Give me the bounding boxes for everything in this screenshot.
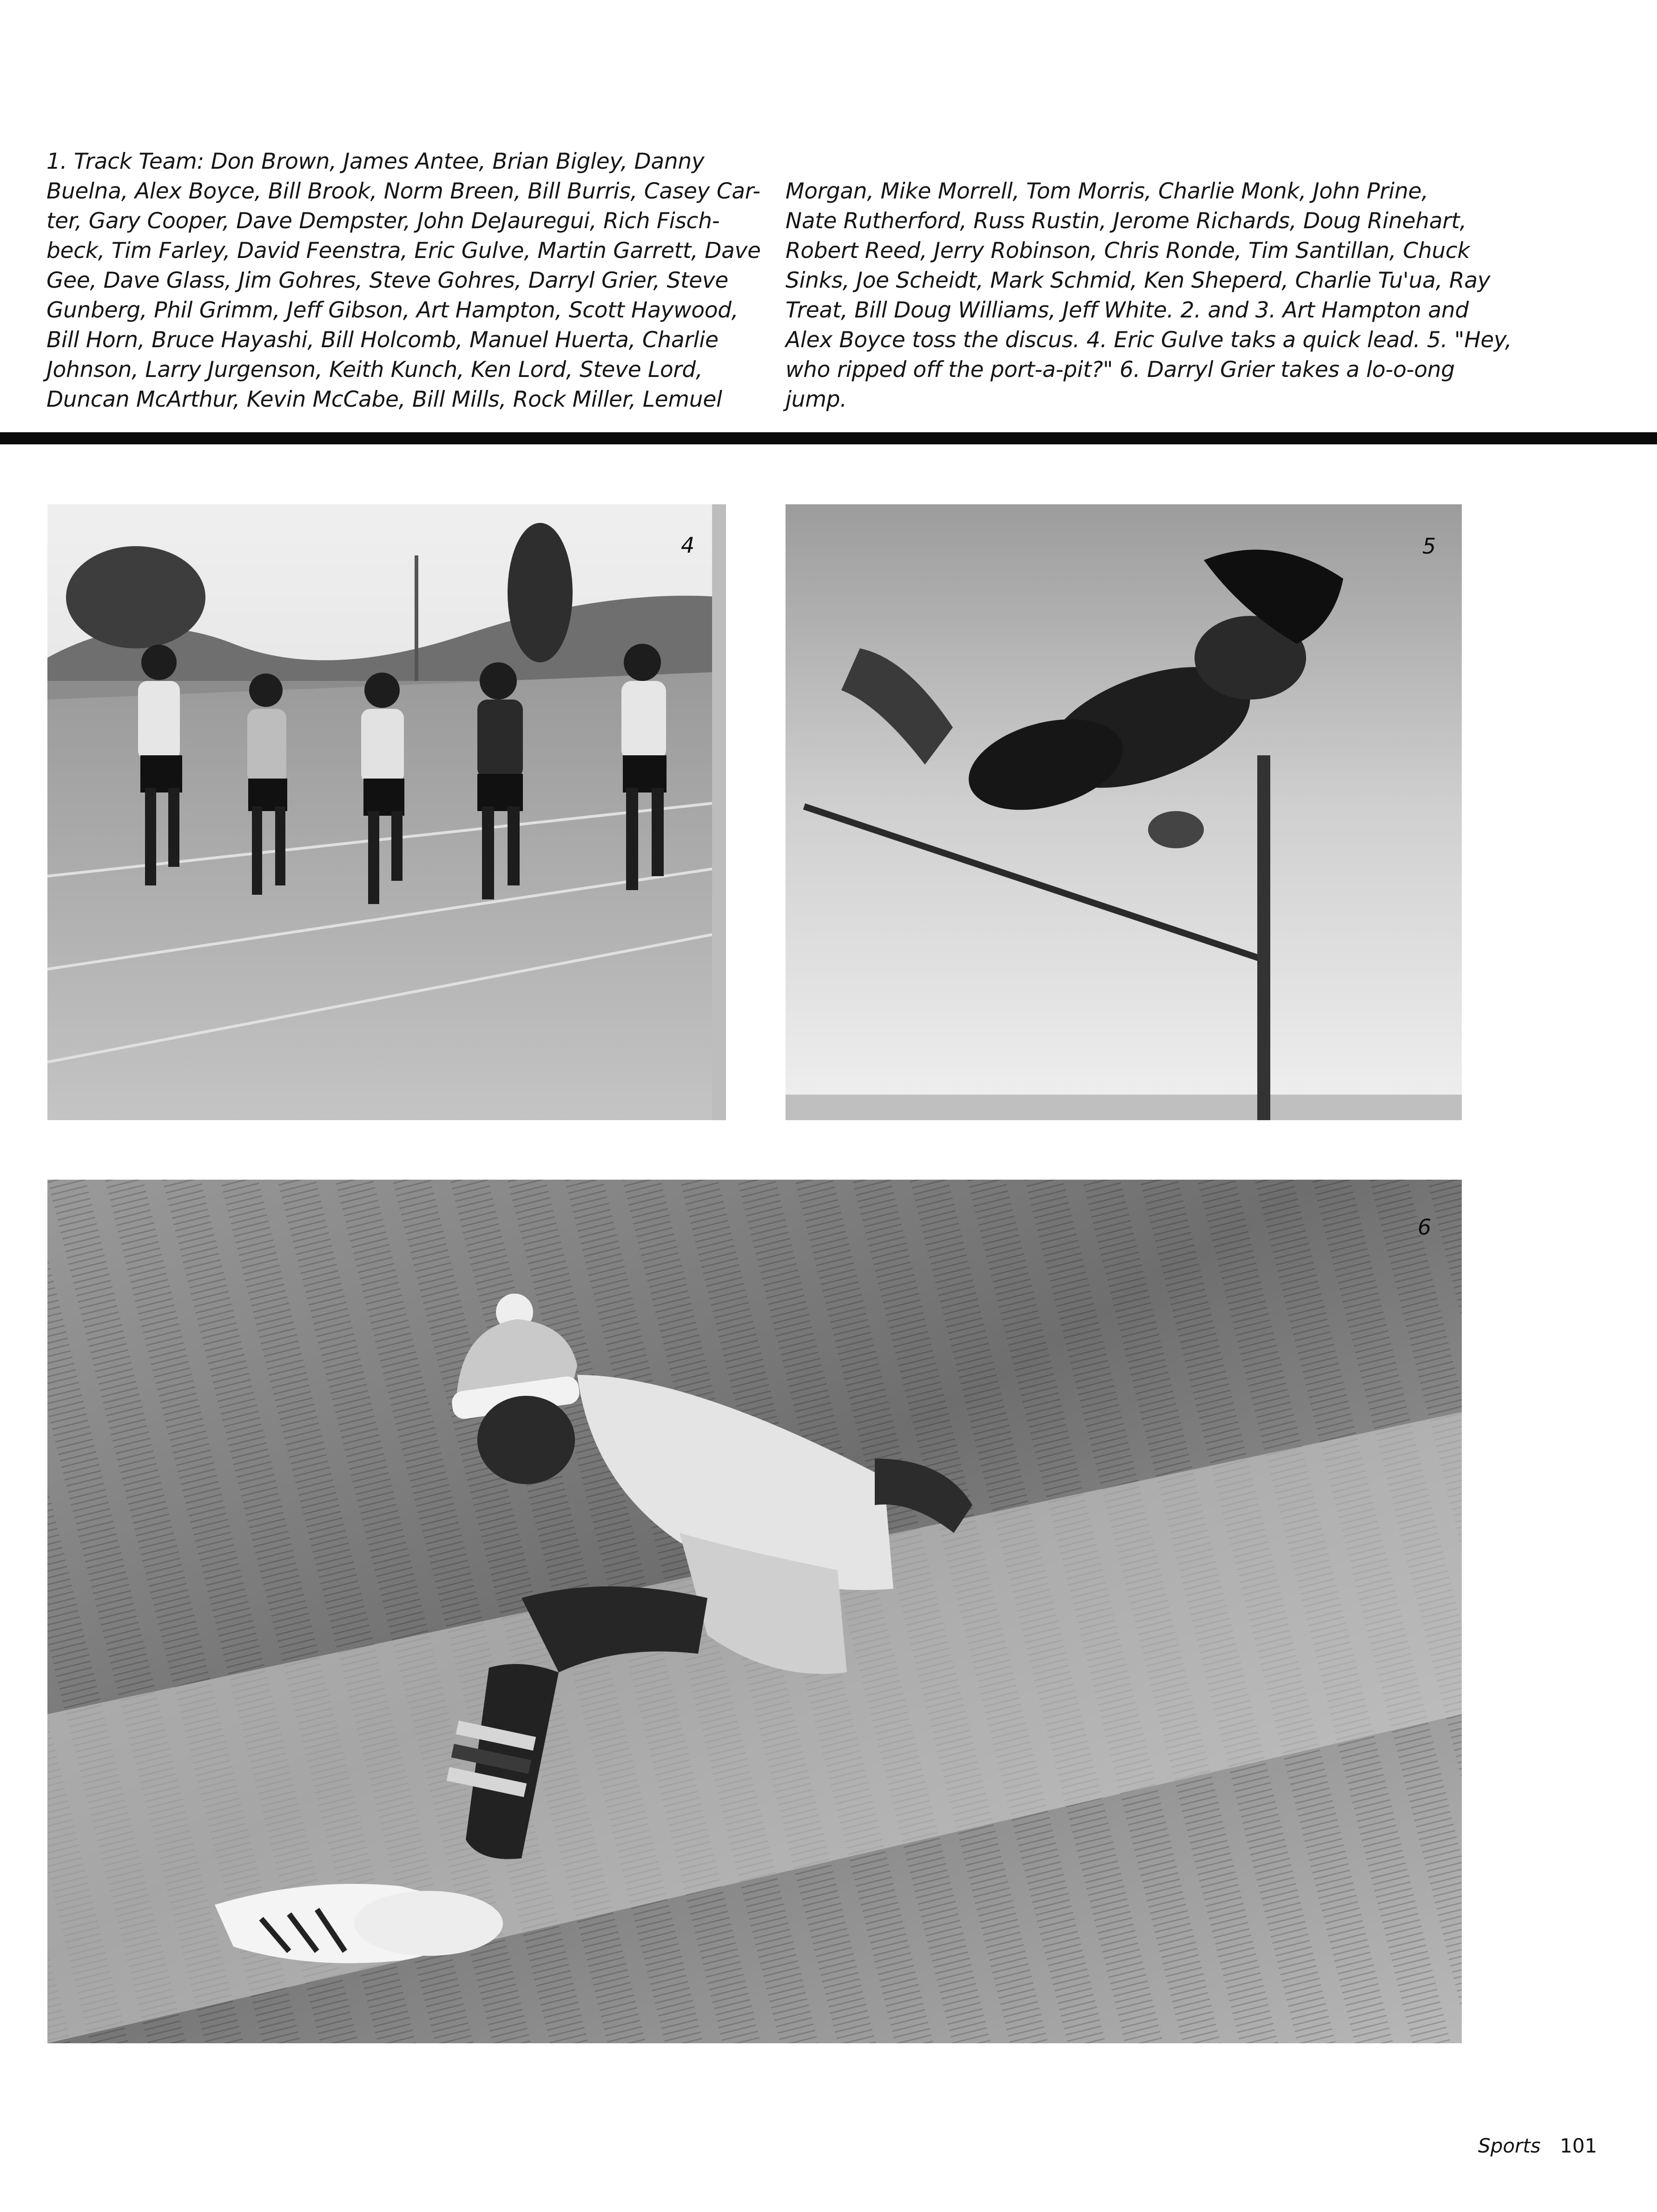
caption-left-column [46, 147, 761, 415]
photo-long-jump [47, 1180, 1462, 2043]
caption-line: Buelna, Alex Boyce, Bill Brook, Norm Breen, Bill Burris, Casey Car- [46, 178, 760, 204]
caption-line: Treat, Bill Doug Williams, Jeff White. 2. and 3. Art Hampton and [786, 297, 1469, 323]
page-number: 101 [1560, 2134, 1598, 2157]
caption-right-column [786, 177, 1512, 415]
caption-line: Gee, Dave Glass, Jim Gohres, Steve Gohres, Darryl Grier, Steve [46, 268, 728, 293]
runners-photo-illustration [47, 504, 726, 1120]
caption-line: 1. Track Team: Don Brown, James Antee, Brian Bigley, Danny [46, 149, 705, 174]
horizontal-rule [0, 432, 1657, 444]
caption-line: Robert Reed, Jerry Robinson, Chris Ronde, Tim Santillan, Chuck [786, 238, 1470, 264]
caption-line: beck, Tim Farley, David Feenstra, Eric Gulve, Martin Garrett, Dave [46, 238, 761, 264]
caption-line: Morgan, Mike Morrell, Tom Morris, Charlie Monk, John Prine, [786, 178, 1428, 204]
caption-line: who ripped off the port-a-pit?" 6. Darryl Grier takes a lo-o-ong [786, 357, 1455, 383]
caption-line: Duncan McArthur, Kevin McCabe, Bill Mills, Rock Miller, Lemuel [46, 387, 722, 412]
caption-line: Nate Rutherford, Russ Rustin, Jerome Richards, Doug Rinehart, [786, 208, 1467, 234]
caption-line: ter, Gary Cooper, Dave Dempster, John DeJauregui, Rich Fisch- [46, 208, 720, 234]
caption-line: jump. [786, 387, 847, 412]
page-folio [1478, 2134, 1597, 2157]
photo-number-6: 6 [1418, 1215, 1432, 1240]
caption-line: Alex Boyce toss the discus. 4. Eric Gulve taks a quick lead. 5. "Hey, [786, 327, 1512, 353]
photo-runners-on-track [47, 504, 726, 1120]
caption-line: Johnson, Larry Jurgenson, Keith Kunch, Ken Lord, Steve Lord, [46, 357, 703, 383]
section-name: Sports [1478, 2134, 1541, 2157]
long-jump-photo-illustration [47, 1180, 1462, 2043]
photo-number-4: 4 [681, 533, 695, 558]
caption-line: Bill Horn, Bruce Hayashi, Bill Holcomb, Manuel Huerta, Charlie [46, 327, 719, 353]
photo-high-jump [786, 504, 1462, 1120]
photo-number-5: 5 [1422, 534, 1436, 559]
high-jump-photo-illustration [786, 504, 1462, 1120]
caption-line: Sinks, Joe Scheidt, Mark Schmid, Ken Sheperd, Charlie Tu'ua, Ray [786, 268, 1491, 293]
caption-line: Gunberg, Phil Grimm, Jeff Gibson, Art Hampton, Scott Haywood, [46, 297, 739, 323]
